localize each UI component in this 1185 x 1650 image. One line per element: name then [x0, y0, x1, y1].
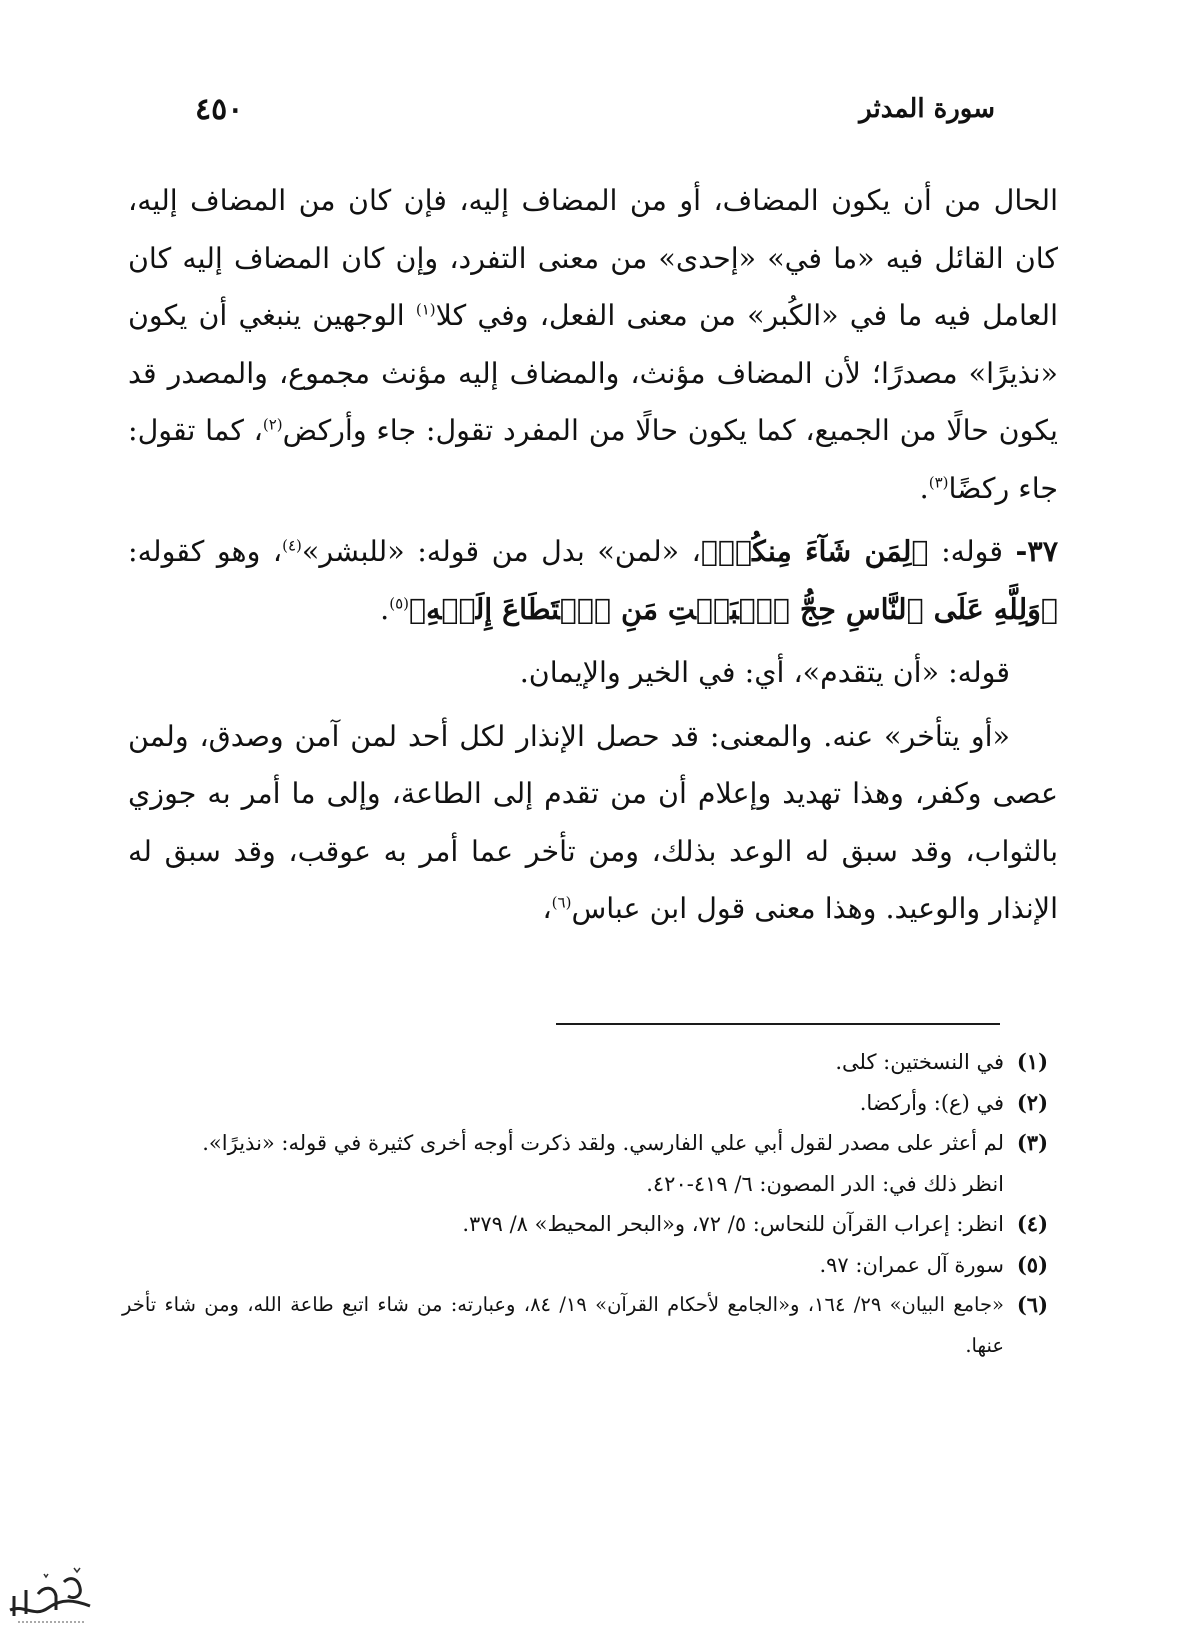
- footnote-4: [122, 1204, 1048, 1245]
- paragraph-4: [128, 708, 1058, 938]
- footnote-text: «جامع البيان» ٢٩/ ١٦٤، و«الجامع لأحكام القرآن» ١٩/ ٨٤، وعبارته: من شاء اتبع طاعة الله، ومن شاء تأخر عنها.: [122, 1293, 1004, 1357]
- footnote-2: [122, 1083, 1048, 1124]
- footnote-number: (١): [1016, 1049, 1048, 1074]
- footnote-number: (٦): [1016, 1292, 1048, 1317]
- footnote-text: انظر: إعراب القرآن للنحاس: ٥/ ٧٢، و«البحر المحيط» ٨/ ٣٧٩.: [462, 1212, 1004, 1236]
- paragraph-2: [128, 523, 1058, 638]
- paragraph-1-text-a: الحال من أن يكون المضاف، أو من المضاف إليه، فإن كان من المضاف إليه، كان القائل فيه «ما في» «إحدى» من معنى التفرد، وإن كان المضاف إليه كان العامل فيه ما في «الكُبر» من معنى الفعل، وفي كلا: [128, 184, 1058, 332]
- paragraph-4-text-b: ،: [542, 892, 552, 925]
- footnote-text: سورة آل عمران: ٩٧.: [819, 1252, 1004, 1277]
- footnote-number: (٣): [1016, 1130, 1048, 1155]
- running-title: سورة المدثر: [859, 94, 995, 124]
- footnote-ref-5[interactable]: (٥): [389, 594, 409, 612]
- footnote-3-reference: انظر ذلك في: الدر المصون: ٦/ ٤١٩-٤٢٠.: [646, 1171, 1004, 1196]
- footnote-3: [122, 1123, 1048, 1164]
- footnote-ref-2[interactable]: (٢): [262, 415, 283, 434]
- publisher-stamp-icon: [4, 1560, 96, 1632]
- main-text: [128, 172, 1058, 938]
- footnote-text: في النسختين: كلى.: [835, 1050, 1004, 1074]
- footnote-number: (٥): [1016, 1251, 1048, 1277]
- paragraph-1-text-b: الوجهين ينبغي أن يكون «نذيرًا» مصدرًا؛ لأن المضاف مؤنث، والمضاف إليه مؤنث مجموع، والمصدر قد يكون حالًا من الجميع، كما يكون حالًا من المفرد تقول: جاء وأركض: [128, 299, 1058, 447]
- footnote-6: [122, 1285, 1048, 1366]
- footnote-ref-3[interactable]: (٣): [928, 473, 949, 491]
- page-header: [195, 92, 995, 132]
- paragraph-4-text-a: «أو يتأخر» عنه. والمعنى: قد حصل الإنذار لكل أحد لمن آمن وصدق، ولمن عصى وكفر، وهذا تهديد وإعلام أن من تقدم إلى الطاعة، وإلى ما أمر به جوزي بالثواب، وقد سبق له الوعد بذلك، ومن تأخر عما أمر به عوقب، وقد سبق له الإنذار والوعيد. وهذا معنى قول ابن عباس: [128, 719, 1058, 925]
- footnote-5: [122, 1245, 1048, 1286]
- quran-quote-1: ﴿لِمَن شَآءَ مِنكُمۡ﴾: [700, 534, 929, 568]
- paragraph-2-text-d: .: [380, 592, 390, 626]
- paragraph-1: [128, 172, 1058, 517]
- footnote-number: (٢): [1016, 1089, 1048, 1115]
- verse-number: ٣٧-: [1015, 534, 1059, 568]
- footnotes: [122, 1042, 1048, 1366]
- footnote-divider: [556, 1023, 1000, 1025]
- footnote-ref-1[interactable]: (١): [415, 300, 436, 319]
- paragraph-2-text-b: ، «لمن» بدل من قوله: «للبشر»: [301, 535, 701, 568]
- paragraph-2-text-a: قوله:: [928, 535, 1016, 568]
- page-number: ٤٥٠: [195, 92, 244, 127]
- footnote-text: لم أعثر على مصدر لقول أبي علي الفارسي. ولقد ذكرت أوجه أخرى كثيرة في قوله: «نذيرًا».: [202, 1131, 1004, 1155]
- footnote-ref-6[interactable]: (٦): [551, 893, 572, 912]
- footnote-number: (٤): [1016, 1211, 1048, 1236]
- footnote-1: [122, 1042, 1048, 1083]
- paragraph-3: قوله: «أن يتقدم»، أي: في الخير والإيمان.: [519, 656, 1010, 689]
- footnote-ref-4[interactable]: (٤): [282, 536, 302, 555]
- quran-quote-2: ﴿وَلِلَّهِ عَلَى ٱلنَّاسِ حِجُّ ٱلۡبَيۡتِ مَنِ ٱسۡتَطَاعَ إِلَيۡهِ﴾: [408, 591, 1058, 626]
- footnote-text: في (ع): وأركضا.: [859, 1090, 1004, 1115]
- paragraph-2-text-c: ، وهو كقوله:: [128, 535, 283, 568]
- paragraph-1-text-d: .: [919, 471, 929, 505]
- paragraph-1-text-c: ، كما تقول: جاء ركضًا: [128, 414, 1058, 505]
